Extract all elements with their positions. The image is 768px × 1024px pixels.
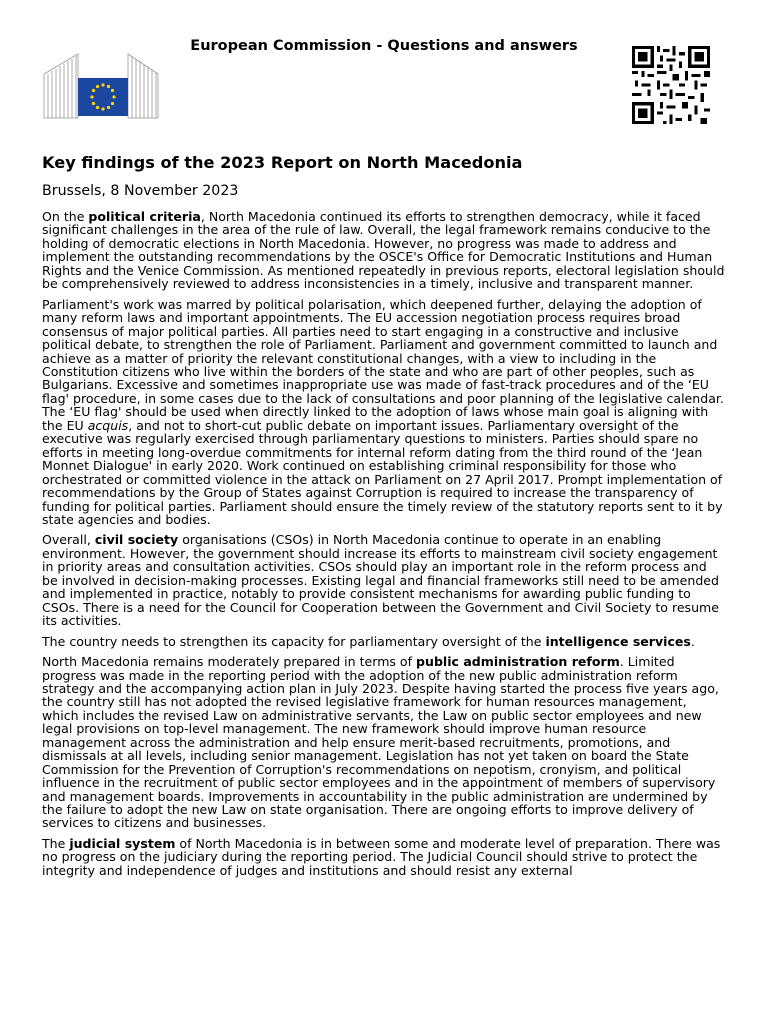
paragraph-intelligence-services (42, 635, 726, 648)
paragraph-political-criteria (42, 210, 726, 291)
paragraph-judicial-system (42, 837, 726, 877)
bold-term: civil society (94, 532, 179, 548)
qr-code[interactable] (632, 46, 710, 124)
document-title: Key findings of the 2023 Report on North Macedonia (42, 153, 523, 172)
paragraph-public-administration (42, 655, 726, 830)
bold-term: judicial system (69, 835, 176, 851)
paragraph-parliament (42, 298, 726, 527)
text-run: On the (42, 209, 89, 224)
document-body (42, 210, 726, 884)
bold-term: intelligence services (545, 633, 691, 649)
european-commission-logo (42, 44, 160, 120)
text-run: The country needs to strengthen its capacity for parliamentary oversight of the (42, 633, 546, 649)
text-run: The (42, 835, 70, 851)
text-run: . (690, 633, 695, 649)
text-run: of North Macedonia is in between some and moderate level of preparation. There was no progress on the judiciary during the reporting period. The Judicial Council should strive to protect the integrity and independence of judges and institutions and should resist any external (42, 835, 721, 878)
text-run: Overall, (42, 532, 95, 548)
publication-header: European Commission - Questions and answers (190, 38, 578, 54)
bold-term: political criteria (88, 209, 201, 224)
text-run: organisations (CSOs) in North Macedonia continue to operate in an enabling environment. However, the government should increase its efforts to mainstream civil society engagement in priority areas and consultation activities. CSOs should play an important role in the reform process and be involved in decision-making processes. Existing legal and financial frameworks still need to be amended and implemented in practice, notably to provide consistent mechanisms for awarding public funding to CSOs. There is a need for the Council for Cooperation between the Government and Civil Society to resume its activities. (42, 532, 719, 629)
text-run: , North Macedonia continued its efforts to strengthen democracy, while it faced significant challenges in the area of the rule of law. Overall, the legal framework remains conducive to the holding of democratic elections in North Macedonia. However, no progress was made to address and implement the outstanding recommendations by the OSCE's Office for Democratic Institutions and Human Rights and the Venice Commission. As mentioned repeatedly in previous reports, electoral legislation should be comprehensively reviewed to address inconsistencies in a timely, inclusive and transparent manner. (42, 209, 725, 292)
bold-term: public administration reform (416, 654, 620, 670)
paragraph-civil-society (42, 533, 726, 627)
italic-term: acquis (87, 417, 129, 433)
text-run: . Limited progress was made in the reporting period with the adoption of the new public administration reform strategy and the accompanying action plan in July 2023. Despite having started the process five years ago, the country still has not adopted the revised legislative framework for human resources management, which includes the revised Law on administrative servants, the Law on public sector employees and new legal provisions on top-level management. The new framework should improve human resource management across the administration and help ensure merit-based recruitments, promotions, and dismissals at all levels, including senior management. Legislation has not yet taken on board the State Commission for the Prevention of Corruption's recommendations on nepotism, cronyism, and political influence in the recruitment of public sector employees and in the appointment of members of supervisory and management boards. Improvements in accountability in the public administration are undermined by the failure to adopt the new Law on state organisation. There are ongoing efforts to improve delivery of services to citizens and businesses. (42, 654, 719, 831)
text-run: Parliament's work was marred by political polarisation, which deepened further, delaying the adoption of many reform laws and important appointments. The EU accession negotiation process requires broad consensus of major political parties. All parties need to start engaging in a constructive and inclusive political debate, to strengthen the role of Parliament. Parliament and government committed to launch and achieve as a matter of priority the relevant constitutional changes, with a view to including in the Constitution citizens who live within the borders of the state and who are part of other peoples, such as Bulgarians. Excessive and sometimes inappropriate use was made of fast-track procedures and of the ‘EU flag' procedure, in some cases due to the lack of consultations and poor planning of the legislative calendar. The ‘EU flag' should be used when directly linked to the adoption of laws whose main goal is aligning with the EU (42, 296, 724, 433)
dateline: Brussels, 8 November 2023 (42, 183, 239, 199)
text-run: North Macedonia remains moderately prepared in terms of (42, 654, 417, 670)
text-run: , and not to short-cut public debate on important issues. Parliamentary oversight of the executive was regularly exercised through parliamentary questions to ministers. Parties should spare no efforts in meeting long-overdue commitments for internal reform dating from the third round of the ‘Jean Monnet Dialogue' in early 2020. Work continued on establishing criminal responsibility for those who orchestrated or committed violence in the attack on Parliament on 27 April 2017. Prompt implementation of recommendations by the Group of States against Corruption is required to increase the transparency of funding for political parties. Parliament should ensure the timely review of the statutory reports sent to it by state agencies and bodies. (42, 417, 723, 527)
